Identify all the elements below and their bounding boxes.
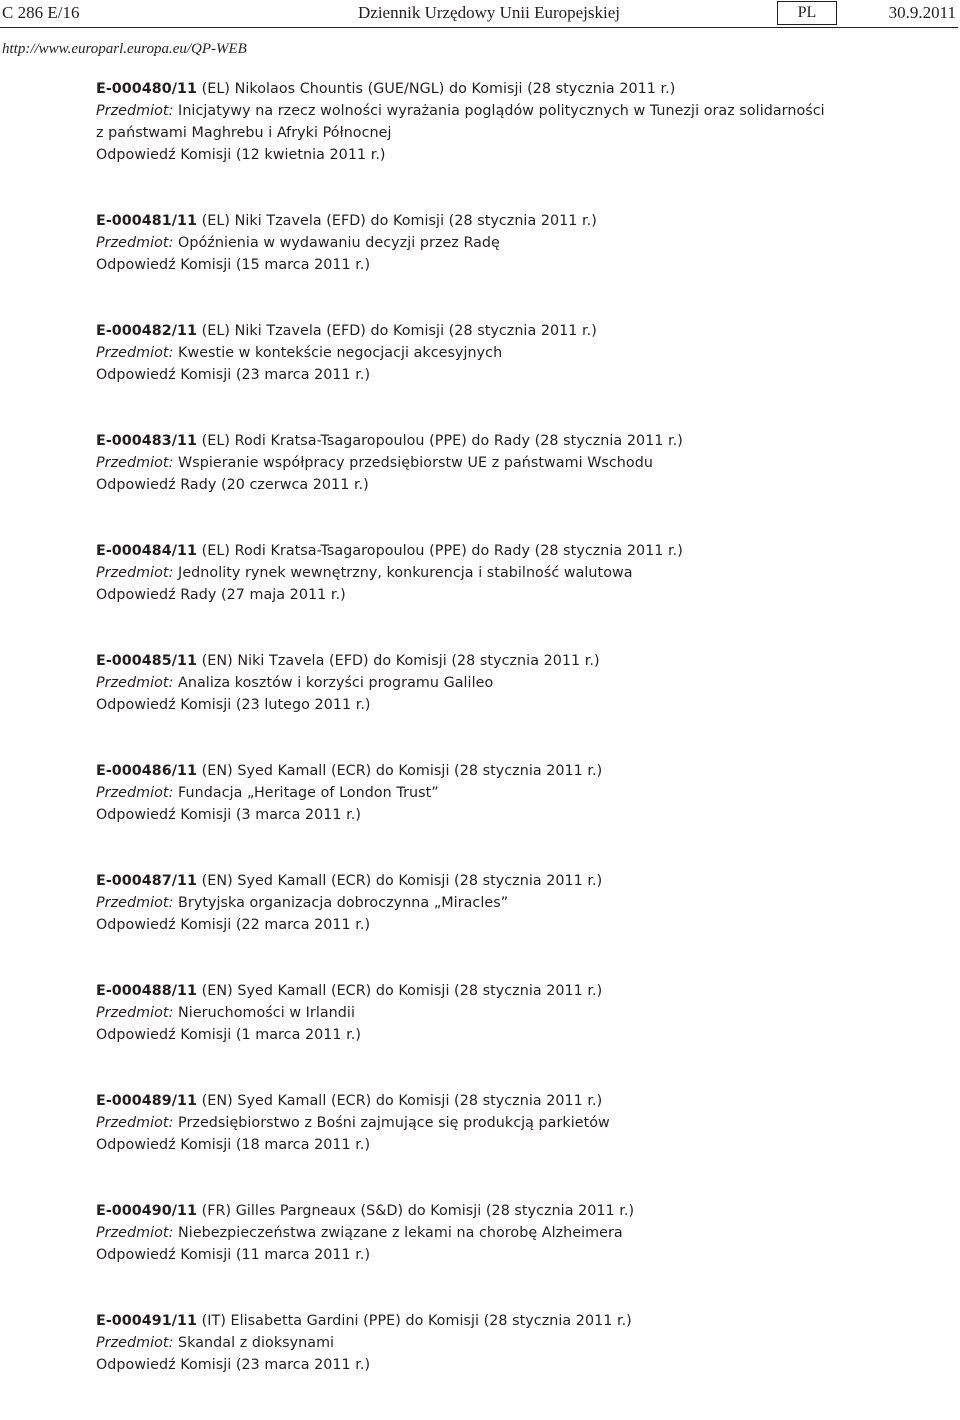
question-entry <box>96 980 936 1046</box>
question-heading <box>96 78 936 100</box>
source-url[interactable]: http://www.europarl.europa.eu/QP-WEB <box>2 41 247 57</box>
question-subject <box>96 1222 936 1244</box>
answer-line: Odpowiedź Komisji (12 kwietnia 2011 r.) <box>96 147 386 163</box>
question-heading <box>96 650 936 672</box>
question-heading <box>96 210 936 232</box>
subject-label: Przedmiot: <box>96 345 174 361</box>
header-rule <box>0 27 958 28</box>
subject-label: Przedmiot: <box>96 1115 174 1131</box>
answer-line: Odpowiedź Komisji (22 marca 2011 r.) <box>96 917 371 933</box>
answer-line: Odpowiedź Komisji (15 marca 2011 r.) <box>96 257 371 273</box>
subject-continuation: z państwami Maghrebu i Afryki Północnej <box>96 125 392 141</box>
subject-text: Analiza kosztów i korzyści programu Galileo <box>173 675 494 691</box>
subject-label: Przedmiot: <box>96 235 174 251</box>
subject-text: Opóźnienia w wydawaniu decyzji przez Radę <box>173 235 500 251</box>
page-header <box>0 3 958 27</box>
answer-line: Odpowiedź Rady (20 czerwca 2011 r.) <box>96 477 369 493</box>
subject-label: Przedmiot: <box>96 895 174 911</box>
answer-line: Odpowiedź Rady (27 maja 2011 r.) <box>96 587 346 603</box>
question-subject <box>96 892 936 914</box>
subject-label: Przedmiot: <box>96 1225 174 1241</box>
question-number: E-000489/11 <box>96 1093 198 1109</box>
question-author: (EN) Niki Tzavela (EFD) do Komisji (28 stycznia 2011 r.) <box>197 653 600 669</box>
question-subject <box>96 1112 936 1134</box>
journal-title: Dziennik Urzędowy Unii Europejskiej <box>358 3 621 22</box>
answer-line: Odpowiedź Komisji (18 marca 2011 r.) <box>96 1137 371 1153</box>
question-subject <box>96 562 936 584</box>
question-entry <box>96 1200 936 1266</box>
question-number: E-000483/11 <box>96 433 198 449</box>
question-heading <box>96 1090 936 1112</box>
subject-label: Przedmiot: <box>96 1005 174 1021</box>
publication-date: 30.9.2011 <box>888 3 956 22</box>
question-author: (EL) Nikolaos Chountis (GUE/NGL) do Komisji (28 stycznia 2011 r.) <box>197 81 676 97</box>
question-entry <box>96 760 936 826</box>
question-number: E-000487/11 <box>96 873 198 889</box>
question-entry <box>96 1090 936 1156</box>
subject-label: Przedmiot: <box>96 675 174 691</box>
question-subject <box>96 782 936 804</box>
question-author: (EN) Syed Kamall (ECR) do Komisji (28 stycznia 2011 r.) <box>197 873 603 889</box>
question-subject <box>96 232 936 254</box>
question-number: E-000485/11 <box>96 653 198 669</box>
question-entry <box>96 650 936 716</box>
question-heading <box>96 980 936 1002</box>
subject-text: Fundacja „Heritage of London Trust” <box>173 785 439 801</box>
question-heading <box>96 760 936 782</box>
question-entry <box>96 78 936 166</box>
question-entry <box>96 540 936 606</box>
subject-label: Przedmiot: <box>96 455 174 471</box>
language-badge: PL <box>777 1 837 25</box>
question-heading <box>96 1200 936 1222</box>
page-reference: C 286 E/16 <box>2 3 80 22</box>
question-entry <box>96 430 936 496</box>
subject-text: Nieruchomości w Irlandii <box>173 1005 355 1021</box>
question-number: E-000488/11 <box>96 983 198 999</box>
subject-text: Wspieranie współpracy przedsiębiorstw UE z państwami Wschodu <box>173 455 653 471</box>
question-heading <box>96 540 936 562</box>
question-number: E-000481/11 <box>96 213 198 229</box>
question-author: (EL) Rodi Kratsa-Tsagaropoulou (PPE) do Rady (28 stycznia 2011 r.) <box>197 543 683 559</box>
question-author: (EN) Syed Kamall (ECR) do Komisji (28 stycznia 2011 r.) <box>197 763 603 779</box>
question-entry <box>96 320 936 386</box>
answer-line: Odpowiedź Komisji (23 marca 2011 r.) <box>96 367 371 383</box>
question-subject <box>96 672 936 694</box>
answer-line: Odpowiedź Komisji (3 marca 2011 r.) <box>96 807 361 823</box>
subject-label: Przedmiot: <box>96 565 174 581</box>
question-heading <box>96 1310 936 1332</box>
subject-text: Kwestie w kontekście negocjacji akcesyjnych <box>173 345 503 361</box>
answer-line: Odpowiedź Komisji (23 lutego 2011 r.) <box>96 697 371 713</box>
question-heading <box>96 870 936 892</box>
question-subject <box>96 1002 936 1024</box>
question-author: (EL) Niki Tzavela (EFD) do Komisji (28 stycznia 2011 r.) <box>197 213 597 229</box>
subject-text: Inicjatywy na rzecz wolności wyrażania poglądów politycznych w Tunezji oraz solidarności <box>173 103 825 119</box>
question-author: (EL) Rodi Kratsa-Tsagaropoulou (PPE) do Rady (28 stycznia 2011 r.) <box>197 433 683 449</box>
answer-line: Odpowiedź Komisji (11 marca 2011 r.) <box>96 1247 371 1263</box>
answer-line: Odpowiedź Komisji (23 marca 2011 r.) <box>96 1357 371 1373</box>
question-author: (EN) Syed Kamall (ECR) do Komisji (28 stycznia 2011 r.) <box>197 983 603 999</box>
question-number: E-000491/11 <box>96 1313 198 1329</box>
question-author: (EL) Niki Tzavela (EFD) do Komisji (28 stycznia 2011 r.) <box>197 323 597 339</box>
subject-text: Brytyjska organizacja dobroczynna „Miracles” <box>173 895 509 911</box>
question-number: E-000480/11 <box>96 81 198 97</box>
subject-text: Przedsiębiorstwo z Bośni zajmujące się produkcją parkietów <box>173 1115 610 1131</box>
subject-label: Przedmiot: <box>96 103 174 119</box>
question-heading <box>96 320 936 342</box>
question-number: E-000484/11 <box>96 543 198 559</box>
question-entry <box>96 1310 936 1376</box>
question-subject <box>96 342 936 364</box>
subject-text: Jednolity rynek wewnętrzny, konkurencja i stabilność walutowa <box>173 565 633 581</box>
question-number: E-000490/11 <box>96 1203 198 1219</box>
question-entry <box>96 210 936 276</box>
question-entry <box>96 870 936 936</box>
answer-line: Odpowiedź Komisji (1 marca 2011 r.) <box>96 1027 361 1043</box>
subject-text: Niebezpieczeństwa związane z lekami na chorobę Alzheimera <box>173 1225 623 1241</box>
subject-label: Przedmiot: <box>96 785 174 801</box>
question-number: E-000486/11 <box>96 763 198 779</box>
question-author: (EN) Syed Kamall (ECR) do Komisji (28 stycznia 2011 r.) <box>197 1093 603 1109</box>
question-author: (FR) Gilles Pargneaux (S&D) do Komisji (28 stycznia 2011 r.) <box>197 1203 635 1219</box>
subject-label: Przedmiot: <box>96 1335 174 1351</box>
question-heading <box>96 430 936 452</box>
question-number: E-000482/11 <box>96 323 198 339</box>
question-author: (IT) Elisabetta Gardini (PPE) do Komisji (28 stycznia 2011 r.) <box>197 1313 632 1329</box>
question-subject <box>96 1332 936 1354</box>
subject-text: Skandal z dioksynami <box>173 1335 335 1351</box>
question-list <box>96 78 936 1420</box>
question-subject <box>96 452 936 474</box>
question-subject <box>96 100 936 122</box>
